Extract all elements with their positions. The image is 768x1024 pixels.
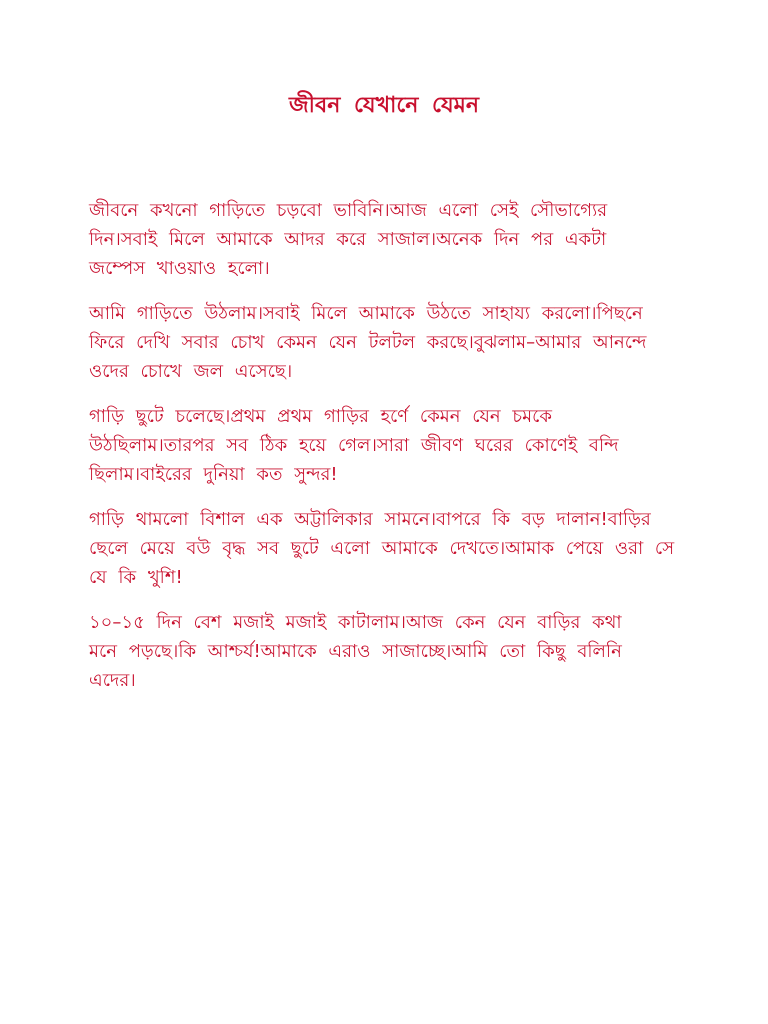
paragraph-2: আমি গাড়িতে উঠলাম।সবাই মিলে আমাকে উঠতে সাহায্য করলো।পিছনে ফিরে দেখি সবার চোখ কেমন যেন টলটল করছে।বুঝলাম–আমার আনন্দে ওদের চোখে জল এসেছে। (89, 303, 647, 382)
paragraph-5: ১০–১৫ দিন বেশ মজাই মজাই কাটালাম।আজ কেন যেন বাড়ির কথা মনে পড়ছে।কি আশ্চর্য!আমাকে এরাও সাজাচ্ছে।আমি তো কিছু বলিনি এদের। (89, 612, 622, 691)
paragraph-1: জীবনে কখনো গাড়িতে চড়বো ভাবিনি।আজ এলো সেই সৌভাগ্যের দিন।সবাই মিলে আমাকে আদর করে সাজাল।অনেক দিন পর একটা জম্পেস খাওয়াও হলো। (89, 200, 608, 279)
paragraph-4: গাড়ি থামলো বিশাল এক অট্টালিকার সামনে।বাপরে কি বড় দালান!বাড়ির ছেলে মেয়ে বউ বৃদ্ধ সব ছুটে এলো আমাকে দেখতে।আমাক পেয়ে ওরা সে যে কি খুশি! (89, 509, 675, 588)
paragraph-3: গাড়ি ছুটে চলেছে।প্রথম প্রথম গাড়ির হর্ণে কেমন যেন চমকে উঠছিলাম।তারপর সব ঠিক হয়ে গেল।সারা জীবণ ঘরের কোণেই বন্দি ছিলাম।বাইরের দুনিয়া কত সুন্দর! (89, 406, 619, 485)
document-body (89, 196, 689, 711)
document-title: জীবন যেখানে যেমন (288, 93, 479, 118)
